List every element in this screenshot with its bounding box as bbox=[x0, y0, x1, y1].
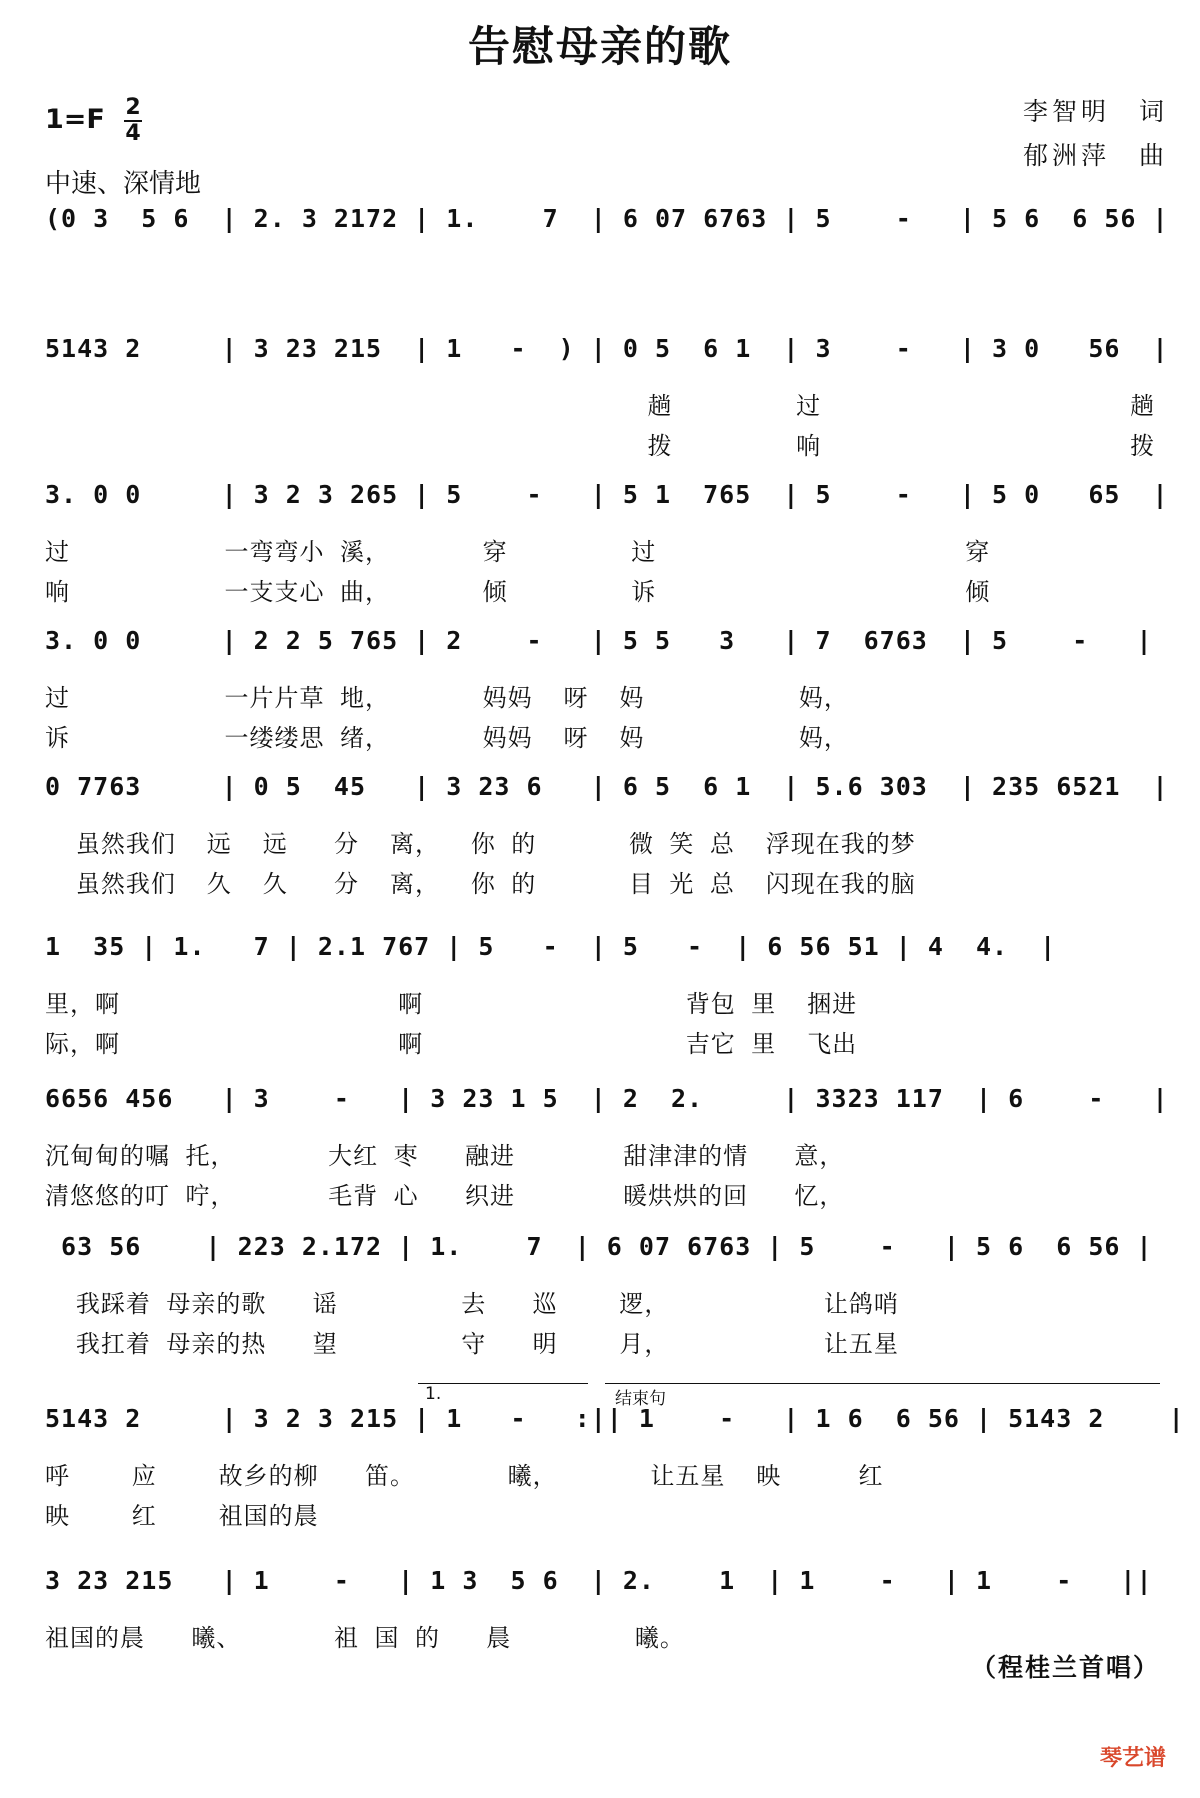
lyric-line: 拨 响 拨 bbox=[45, 432, 1156, 460]
tempo-marking: 中速、深情地 bbox=[45, 169, 202, 199]
lyric-line: 过 一弯弯小 溪， 穿 过 穿 bbox=[45, 538, 991, 566]
ending-label: 结束句 bbox=[615, 1389, 666, 1409]
lyric-line: 过 一片片草 地， 妈妈 呀 妈 妈， bbox=[45, 684, 849, 712]
notation-line: 3. 0 0 | 3 2 3 265 | 5 - | 5 1 765 | 5 - | 5 0 65 | bbox=[45, 480, 1169, 509]
lyric-line: 里，啊 啊 背包 里 捆进 bbox=[45, 990, 858, 1018]
lyric-line: 诉 一缕缕思 绪， 妈妈 呀 妈 妈， bbox=[45, 724, 849, 752]
lyric-line: 祖国的晨 曦、 祖 国 的 晨 曦。 bbox=[45, 1624, 685, 1652]
key-signature: 1=F bbox=[45, 104, 105, 135]
lyric-line: 清悠悠的叮 咛， 毛背 心 织进 暖烘烘的回 忆， bbox=[45, 1182, 845, 1210]
lyricist-credit: 李智明 词 bbox=[1022, 97, 1168, 126]
composer-credit: 郁洲萍 曲 bbox=[1022, 141, 1168, 170]
lyric-line: 际，啊 啊 吉它 里 飞出 bbox=[45, 1030, 858, 1058]
volta-bracket-1 bbox=[418, 1383, 588, 1384]
lyric-line: 虽然我们 久 久 分 离， 你 的 目 光 总 闪现在我的脑 bbox=[45, 870, 916, 898]
lyric-line: 映 红 祖国的晨 bbox=[45, 1502, 319, 1530]
lyric-line: 虽然我们 远 远 分 离， 你 的 微 笑 总 浮现在我的梦 bbox=[45, 830, 916, 858]
lyric-line: 我扛着 母亲的热 望 守 明 月， 让五星 bbox=[45, 1330, 899, 1358]
time-signature bbox=[122, 96, 144, 146]
lyric-line: 响 一支支心 曲， 倾 诉 倾 bbox=[45, 578, 991, 606]
volta-label: 1. bbox=[425, 1384, 442, 1404]
lyric-line: 沉甸甸的嘱 托， 大红 枣 融进 甜津津的情 意， bbox=[45, 1142, 845, 1170]
meter-top: 2 bbox=[125, 95, 141, 120]
watermark-logo: 琴艺谱 bbox=[1099, 1746, 1166, 1771]
notation-line: 5143 2 | 3 23 215 | 1 - ) | 0 5 6 1 | 3 - | 3 0 56 | bbox=[45, 334, 1169, 363]
notation-line: 5143 2 | 3 2 3 215 | 1 - :|| 1 - | 1 6 6 56 | 5143 2 | bbox=[45, 1404, 1185, 1433]
lyric-line: 我踩着 母亲的歌 谣 去 巡 逻， 让鸽哨 bbox=[45, 1290, 899, 1318]
notation-line: 1 35 | 1. 7 | 2.1 767 | 5 - | 5 - | 6 56 51 | 4 4. | bbox=[45, 932, 1057, 961]
meter-bottom: 4 bbox=[125, 121, 141, 146]
notation-line: (0 3 5 6 | 2. 3 2172 | 1. 7 | 6 07 6763 | 5 - | 5 6 6 56 | bbox=[45, 204, 1169, 233]
notation-line: 63 56 | 223 2.172 | 1. 7 | 6 07 6763 | 5 - | 5 6 6 56 | bbox=[45, 1232, 1153, 1261]
notation-line: 6656 456 | 3 - | 3 23 1 5 | 2 2. | 3323 117 | 6 - | bbox=[45, 1084, 1169, 1113]
lyric-line: 呼 应 故乡的柳 笛。 曦， 让五星 映 红 bbox=[45, 1462, 884, 1490]
song-title: 告慰母亲的歌 bbox=[467, 22, 732, 71]
notation-line: 0 7763 | 0 5 45 | 3 23 6 | 6 5 6 1 | 5.6 303 | 235 6521 | bbox=[45, 772, 1169, 801]
singer-credit: （程桂兰首唱） bbox=[970, 1653, 1160, 1682]
lyric-line: 趟 过 趟 bbox=[45, 392, 1156, 420]
notation-line: 3. 0 0 | 2 2 5 765 | 2 - | 5 5 3 | 7 6763 | 5 - | bbox=[45, 626, 1153, 655]
ending-bracket bbox=[605, 1383, 1160, 1384]
notation-line: 3 23 215 | 1 - | 1 3 5 6 | 2. 1 | 1 - | 1 - || bbox=[45, 1566, 1153, 1595]
